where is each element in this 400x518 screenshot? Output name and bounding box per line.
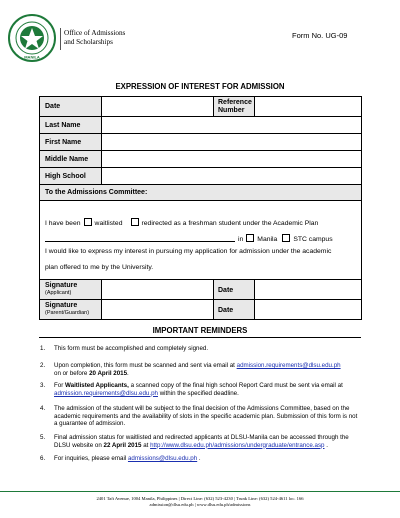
committee-heading-cell — [39, 184, 362, 201]
middle-name-field[interactable] — [101, 150, 362, 168]
applicant-date-label-cell — [213, 279, 255, 300]
guardian-date-label: Date — [218, 307, 234, 314]
form-title: EXPRESSION OF INTEREST FOR ADMISSION — [115, 82, 285, 91]
applicant-signature-field[interactable] — [101, 279, 214, 300]
first-name-label: First Name — [45, 139, 82, 146]
high-school-label: High School — [45, 173, 86, 180]
guardian-date-field[interactable] — [254, 299, 362, 320]
footer — [0, 496, 400, 508]
applicant-date-field[interactable] — [254, 279, 362, 300]
guardian-signature-label: Signature (Parent/Guardian) — [45, 302, 90, 316]
guardian-signature-field[interactable] — [101, 299, 214, 320]
reference-label-cell — [213, 96, 255, 117]
entrance-results-link[interactable]: http://www.dlsu.edu.ph/admissions/undergraduate/entrance.asp — [150, 441, 325, 449]
first-name-field[interactable] — [101, 133, 362, 151]
statement-line-1: I have been waitlisted redirected as a freshman student under the Academic Plan — [45, 220, 319, 227]
svg-text:MANILA: MANILA — [24, 54, 40, 60]
statement-line-3: I would like to express my interest in pursuing my application for admission under the academic — [45, 248, 332, 255]
footer-contact: admission@dlsu.edu.ph | www.dlsu.edu.ph/admissions — [149, 502, 251, 507]
applicant-date-label: Date — [218, 287, 234, 294]
stc-campus-checkbox[interactable] — [282, 234, 290, 242]
academic-plan-field[interactable] — [45, 241, 235, 242]
last-name-label: Last Name — [45, 122, 81, 129]
redirected-checkbox[interactable] — [131, 218, 139, 226]
middle-name-label: Middle Name — [45, 156, 89, 163]
manila-checkbox[interactable] — [246, 234, 254, 242]
university-seal-logo — [8, 14, 56, 62]
statement-line-2: in Manila STC campus — [238, 236, 333, 243]
form-number: Form No. UG-09 — [292, 31, 348, 40]
requirements-email-link[interactable]: admission.requirements@dlsu.edu.ph — [236, 362, 341, 369]
high-school-label-cell — [39, 167, 102, 185]
first-name-label-cell — [39, 133, 102, 151]
waitlisted-checkbox[interactable] — [84, 218, 92, 226]
guardian-signature-label-cell — [39, 299, 102, 320]
footer-divider — [0, 491, 400, 492]
last-name-label-cell — [39, 116, 102, 134]
applicant-signature-label: Signature (Applicant) — [45, 282, 78, 296]
middle-name-label-cell — [39, 150, 102, 168]
high-school-field[interactable] — [101, 167, 362, 185]
reminders-divider — [39, 337, 361, 338]
statement-line-4: plan offered to me by the University. — [45, 264, 154, 271]
date-field[interactable] — [101, 96, 214, 117]
footer-address: 2401 Taft Avenue, 1004 Manila, Philippines | Direct Line: (632) 523-4230 | Trunk Line: (632) 524-4611 loc. 166 — [96, 496, 304, 501]
reference-number-field[interactable] — [254, 96, 362, 117]
last-name-field[interactable] — [101, 116, 362, 134]
committee-heading: To the Admissions Committee: — [45, 189, 148, 196]
requirements-email-link-2[interactable]: admission.requirements@dlsu.edu.ph — [54, 389, 158, 397]
date-label-cell — [39, 96, 102, 117]
admissions-email-link[interactable]: admissions@dlsu.edu.ph — [127, 455, 198, 462]
header-divider — [60, 28, 61, 50]
reference-number-label: Reference Number — [218, 99, 252, 114]
guardian-date-label-cell — [213, 299, 255, 320]
office-name: Office of Admissions and Scholarships — [64, 29, 126, 46]
applicant-signature-label-cell — [39, 279, 102, 300]
reminders-title: IMPORTANT REMINDERS — [152, 326, 248, 335]
statement-section — [39, 200, 362, 280]
date-label: Date — [45, 103, 61, 110]
admission-form — [39, 96, 361, 319]
